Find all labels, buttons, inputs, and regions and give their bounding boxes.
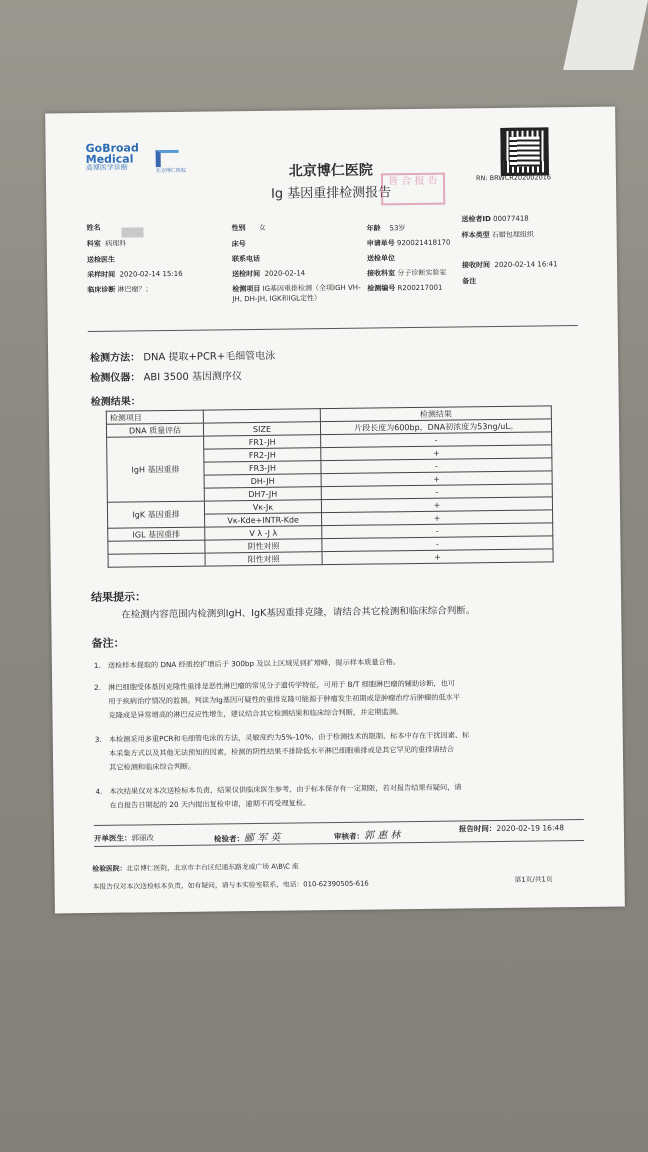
footer-address: 检验医院：北京博仁医院，北京市丰台区纪通东路龙威广场 A\B\C 座 (92, 862, 299, 873)
table-row: DH-JH + (107, 471, 552, 489)
reviewer-signature: 审核者：郭 惠 林 (333, 830, 401, 842)
table-row: FR3-JH - (107, 458, 552, 476)
table-row: Vκ-Kde+INTR-Kde + (108, 510, 553, 528)
note-item-3: 3. 本检测采用多重PCR和毛细管电泳的方法，灵敏度约为5%-10%，由于检测技术的限制、标本中存在干扰因素、标 本采集方式以及其他无法预知的因素，检测的阴性结果不排除低水平淋巴细胞重排或是其它罕见的重排请结合 其它检测和临床综合判断。 (94, 730, 470, 772)
qr-code-icon (500, 127, 549, 176)
doctor-row: 送检医生 (86, 255, 115, 265)
report-document (45, 107, 625, 914)
table-row: IGL 基因重排 V λ -J λ - (108, 523, 553, 541)
results-label: 检测结果： (90, 396, 141, 408)
gobroad-logo: GoBroad Medical 高博医学诊断 (85, 141, 139, 173)
table-row: 阴性对照 - (108, 536, 553, 554)
table-row: 检测项目 检测结果 (106, 406, 551, 424)
results-table (106, 405, 554, 567)
note-item-1: 1. 送检样本提取的 DNA 经质控扩增后于 300bp 及以上区域见到扩增峰，提示样本质量合格。 (93, 657, 401, 670)
sex-row: 性别 女 (231, 223, 266, 233)
report-number: RN: BRWCR202002016 (475, 173, 552, 183)
table-row: IgH 基因重排 FR1-JH - (107, 432, 552, 450)
lab-no-row: 检测编号 R200217001 (367, 283, 443, 293)
note-item-2: 2. 淋巴细胞受体基因克隆性重排是恶性淋巴瘤的常见分子遗传学特征，可用于 B/T 细胞淋巴瘤的辅助诊断，也可 用于疾病治疗情况的监测。判读为Ig基因可疑性的重排克隆可能源于肿瘤发生初期或是肿瘤治疗后肿瘤的低水平 克隆或是异常增高的淋巴反应性增生，建议结合其它检测结果和临床综合判断，并定期监测。 (94, 678, 461, 720)
report-title: Ig 基因重排检测报告 (270, 185, 392, 202)
dept-row: 科室 病理科 (86, 239, 127, 249)
bed-row: 床号 (231, 240, 246, 249)
remark-row: 备注 (462, 277, 477, 286)
name-label: 姓名 (86, 223, 101, 233)
conclusion-label: 结果提示： (90, 590, 147, 604)
divider (88, 325, 578, 332)
footer-notice: 本报告仅对本次送检标本负责，如有疑问，请与本实验室联系，电话：010-62390505-616 (92, 879, 369, 891)
sample-id-row: 送检者ID 00077418 (461, 214, 529, 224)
instrument-row: 检测仪器： ABI 3500 基因测序仪 (90, 371, 243, 384)
note-item-4: 4. 本次结果仅对本次送检标本负责，结果仅供临床医生参考，由于标本保存有一定期限，若对报告结果有疑问，请 在自报告日期起的 20 天内提出复检申请，逾期不再受理复检。 (95, 782, 462, 810)
phone-row: 联系电话 (231, 254, 260, 264)
table-row: FR2-JH + (107, 445, 552, 463)
table-row: IgK 基因重排 Vκ-Jκ + (107, 497, 552, 515)
collect-time-row: 采样时间 2020-02-14 15:16 (87, 269, 183, 280)
diagnosis-row: 临床诊断 淋巴瘤？； (87, 285, 153, 295)
recv-time-row: 接收时间 2020-02-14 16:41 (461, 260, 558, 270)
recv-dept-row: 接收科室 分子诊断实验室 (367, 268, 447, 278)
page-number: 第1页/共1页 (514, 875, 553, 884)
hospital-logo: 北京博仁医院 (156, 150, 190, 172)
table-row: DNA 质量评估 SIZE 片段长度为600bp，DNA初浓度为53ng/uL。 (106, 419, 551, 437)
send-time-row: 送检时间 2020-02-14 (232, 269, 306, 279)
stamp: 皆 合 报 告 (381, 173, 445, 206)
notes-label: 备注： (91, 636, 125, 650)
tester-signature: 检验者：郦 军 英 (213, 832, 281, 845)
corner-paper (563, 0, 648, 70)
item-row: 检测项目 IG基因重排检测（全项IGH VH-JH, DH-JH, IGK和IGL定性） (232, 283, 361, 304)
send-unit-row: 送检单位 (366, 254, 395, 263)
conclusion-text: 在检测内容范围内检测到IgH、IgK基因重排克隆，请结合其它检测和临床综合判断。 (121, 605, 476, 621)
apply-no-row: 申请单号 920021418170 (366, 238, 451, 248)
name-redacted (122, 227, 144, 237)
age-row: 年龄 53岁 (366, 224, 406, 233)
report-time: 报告时间：2020-02-19 16:48 (458, 823, 565, 834)
issuer: 开单医生：郭丽改 (93, 833, 155, 843)
table-row: DH7-JH - (107, 484, 552, 502)
method-row: 检测方法： DNA 提取+PCR+毛细管电泳 (90, 350, 276, 364)
hospital-name: 北京博仁医院 (288, 162, 373, 180)
table-row: 阳性对照 + (108, 549, 553, 567)
sample-type-row: 样本类型 石蜡包埋组织 (461, 230, 534, 240)
